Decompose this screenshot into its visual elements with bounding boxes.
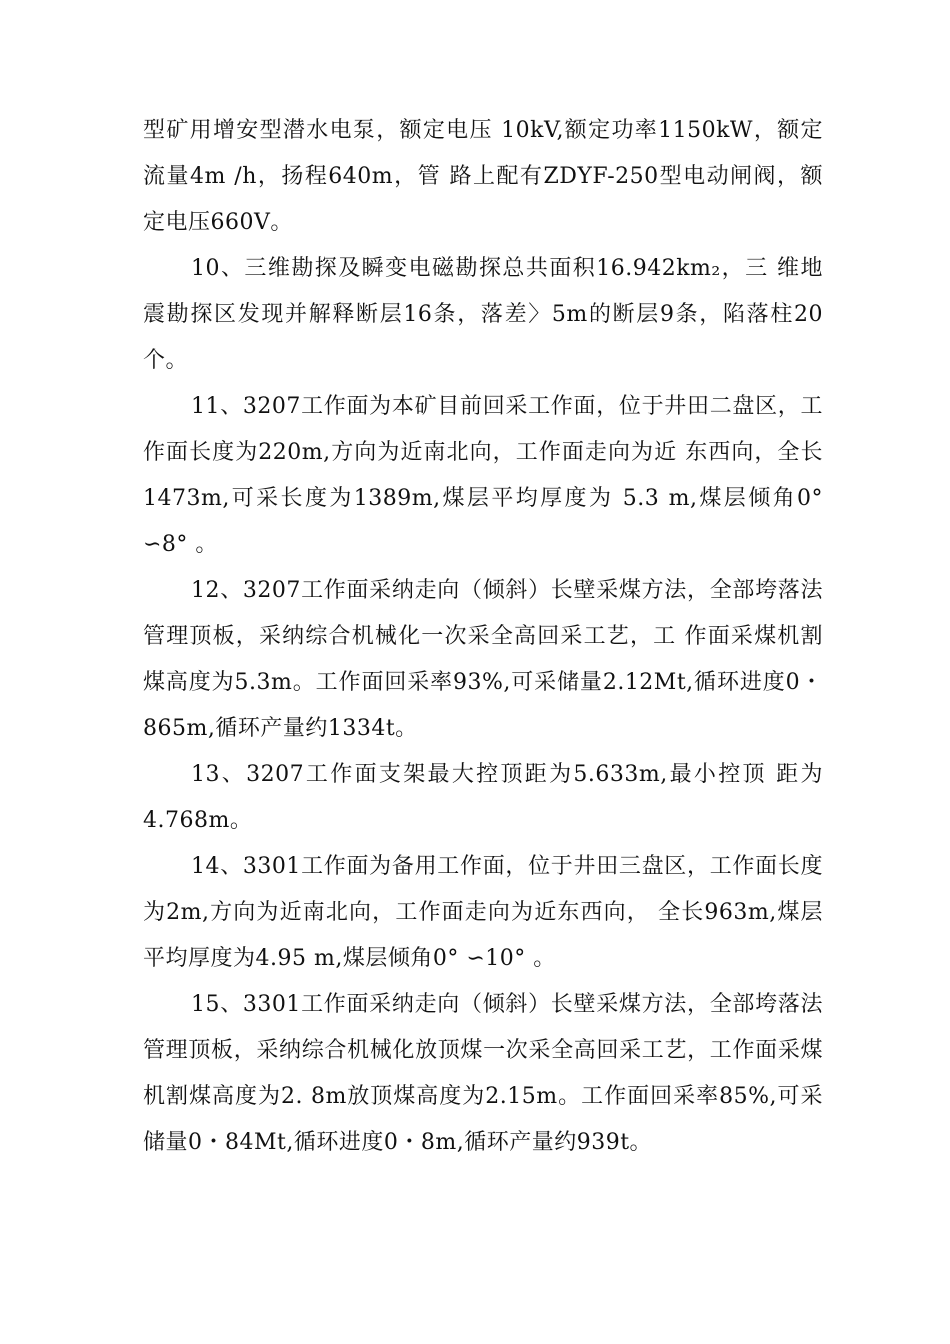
document-page	[143, 108, 823, 1166]
paragraph-10-exploration: 10、三维勘探及瞬变电磁勘探总共面积16.942km₂，三 维地震勘探区发现并解释断层16条，落差〉5m的断层9条，陷落柱20个。	[143, 256, 823, 373]
paragraph-pump-continuation: 型矿用增安型潜水电泵，额定电压 10kV,额定功率1150kW，额定流量4m /h，扬程640m，管 路上配有ZDYF-250型电动闸阀，额定电压660V。	[143, 118, 823, 235]
paragraph-14-face-3301: 14、3301工作面为备用工作面，位于井田三盘区，工作面长度为2m,方向为近南北向，工作面走向为近东西向， 全长963m,煤层平均厚度为4.95 m,煤层倾角0° ∽10° 。	[143, 854, 823, 971]
paragraph-11-face-3207: 11、3207工作面为本矿目前回采工作面，位于井田二盘区，工作面长度为220m,方向为近南北向，工作面走向为近 东西向，全长1473m,可采长度为1389m,煤层平均厚度为 5.3 m,煤层倾角0° ∽8° 。	[143, 394, 823, 557]
paragraph-15-mining-method-3301: 15、3301工作面采纳走向（倾斜）长壁采煤方法，全部垮落法管理顶板，采纳综合机械化放顶煤一次采全高回采工艺，工作面采煤机割煤高度为2. 8m放顶煤高度为2.15m。工作面回采率85%,可采储量0・84Mt,循环进度0・8m,循环产量约939t。	[143, 992, 823, 1155]
paragraph-13-support-3207: 13、3207工作面支架最大控顶距为5.633m,最小控顶 距为4.768m。	[143, 762, 823, 833]
paragraph-12-mining-method-3207: 12、3207工作面采纳走向（倾斜）长壁采煤方法，全部垮落法管理顶板，采纳综合机械化一次采全高回采工艺，工 作面采煤机割煤高度为5.3m。工作面回采率93%,可采储量2.12Mt,循环进度0・865m,循环产量约1334t。	[143, 578, 823, 741]
